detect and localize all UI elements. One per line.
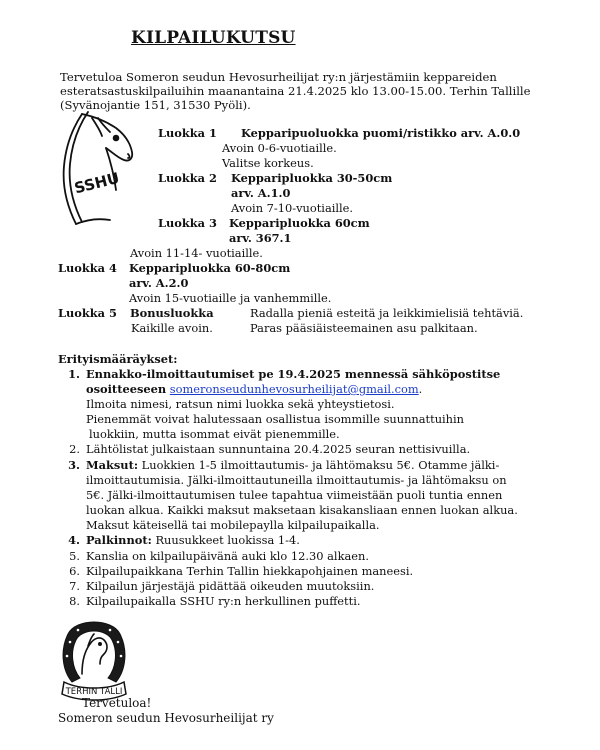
footer-org: Someron seudun Hevosurheilijat ry [58, 711, 274, 725]
item-number: 2. [69, 442, 80, 456]
item-number: 7. [69, 579, 80, 593]
item-number: 8. [69, 594, 80, 608]
special-item-7 [58, 579, 374, 594]
class4-arv: arv. A.2.0 [129, 276, 189, 290]
item1-line5: luokkiin, mutta isommat eivät pienemmille. [89, 427, 340, 441]
item3-line3: 5€. Jälki-ilmoittautumisen tulee tapahtua viimeistään puoli tuntia ennen [86, 488, 503, 502]
item1-email-line [86, 382, 422, 397]
intro-line-3: (Syvänojantie 151, 31530 Pyöli). [60, 98, 251, 112]
class2-name: Kepparipluokka 30-50cm [231, 171, 393, 185]
sshu-horse-logo [58, 108, 136, 232]
item3-label: Maksut: [86, 458, 139, 472]
class1-note: Valitse korkeus. [222, 156, 314, 170]
intro-line-1: Tervetuloa Someron seudun Hevosurheilijat ry:n järjestämiin keppareiden [60, 70, 497, 84]
special-item-3 [58, 458, 499, 473]
item8-text: Kilpailupaikalla SSHU ry:n herkullinen puffetti. [86, 594, 361, 608]
class2-arv: arv. A.1.0 [231, 186, 291, 200]
class1-name: Kepparipuoluokka puomi/ristikko arv. A.0.0 [241, 126, 521, 140]
item3-line5: Maksut käteisellä tai mobilepaylla kilpailupaikalla. [86, 518, 380, 532]
item-number: 6. [69, 564, 80, 578]
item7-text: Kilpailun järjestäjä pidättää oikeuden muutoksiin. [86, 579, 375, 593]
item-number: 4. [68, 533, 80, 547]
item2-text: Lähtölistat julkaistaan sunnuntaina 20.4.2025 seuran nettisivuilla. [86, 442, 471, 456]
item4-text: Ruusukkeet luokissa 1-4. [155, 533, 300, 547]
class1-age: Avoin 0-6-vuotiaille. [222, 141, 337, 155]
item4-label: Palkinnot: [86, 533, 152, 547]
item1-bold-line1: Ennakko-ilmoittautumiset pe 19.4.2025 mennessä sähköpostitse [86, 367, 501, 381]
item1-email-end: . [418, 382, 423, 396]
class3-name: Kepparipluokka 60cm [229, 216, 370, 230]
intro-line-2: esteratsastuskilpailuihin maanantaina 21.4.2025 klo 13.00-15.00. Terhin Tallille [60, 84, 531, 98]
item-number: 1. [68, 367, 80, 381]
terhin-talli-text: TERHIN TALLI [65, 687, 123, 697]
special-heading: Erityismääräykset: [58, 352, 178, 366]
class5-name: Bonusluokka [130, 306, 214, 320]
class4-age: Avoin 15-vuotiaille ja vanhemmille. [129, 291, 332, 305]
class3-arv: arv. 367.1 [229, 231, 292, 245]
class2-age: Avoin 7-10-vuotiaille. [231, 201, 354, 215]
class3-age: Avoin 11-14- vuotiaille. [130, 246, 263, 260]
class4-label: Luokka 4 [58, 261, 117, 275]
class2-label: Luokka 2 [158, 171, 217, 185]
item5-text: Kanslia on kilpailupäivänä auki klo 12.30 alkaen. [86, 549, 369, 563]
item1-line3: Ilmoita nimesi, ratsun nimi luokka sekä yhteystietosi. [86, 397, 395, 411]
sshu-logo-text: SSHU [72, 168, 122, 198]
item3-line2: ilmoittautumisia. Jälki-ilmoittautuneilla ilmoittautumis- ja lähtömaksu on [86, 473, 507, 487]
item-number: 5. [69, 549, 80, 563]
special-item-1 [58, 367, 500, 382]
class3-label: Luokka 3 [158, 216, 217, 230]
item6-text: Kilpailupaikkana Terhin Tallin hiekkapohjainen maneesi. [86, 564, 414, 578]
special-item-4 [58, 533, 300, 548]
terhin-talli-logo [58, 612, 130, 704]
email-link[interactable]: someronseudunhevosurheilijat@gmail.com [169, 382, 419, 396]
item1-bold-line2: osoitteeseen [86, 382, 167, 396]
class5-label: Luokka 5 [58, 306, 117, 320]
special-item-8 [58, 594, 360, 609]
class1-label: Luokka 1 [158, 126, 217, 140]
item3-line4: luokan alkua. Kaikki maksut maksetaan kisakansliaan ennen luokan alkua. [86, 503, 518, 517]
class5-prize: Paras pääsiäisteemainen asu palkitaan. [250, 321, 478, 335]
special-item-5 [58, 549, 369, 564]
special-item-6 [58, 564, 413, 579]
item1-line4: Pienemmät voivat halutessaan osallistua isommille suunnattuihin [86, 412, 464, 426]
page-title: KILPAILUKUTSU [131, 28, 296, 48]
special-item-2 [58, 442, 470, 457]
class5-desc: Radalla pieniä esteitä ja leikkimielisiä tehtäviä. [250, 306, 524, 320]
class4-name: Kepparipluokka 60-80cm [129, 261, 291, 275]
footer-welcome: Tervetuloa! [82, 696, 152, 710]
item-number: 3. [68, 458, 80, 472]
class5-age: Kaikille avoin. [131, 321, 213, 335]
item3-line1: Luokkien 1-5 ilmoittautumis- ja lähtömaksu 5€. Otamme jälki- [141, 458, 500, 472]
